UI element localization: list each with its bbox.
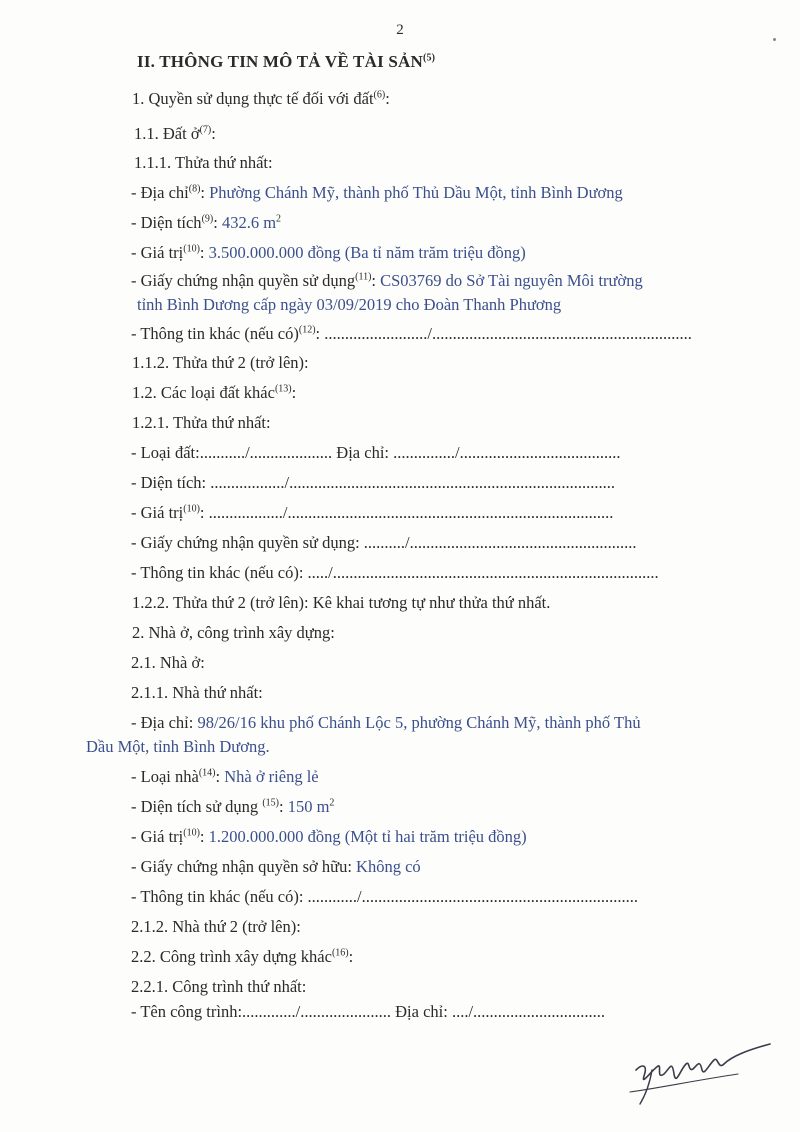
text-line bbox=[132, 593, 550, 613]
footnote-ref: (14) bbox=[198, 767, 216, 779]
footnote-ref: (8) bbox=[188, 183, 201, 195]
text-segment: - Thông tin khác (nếu có): ............/................................................................... bbox=[131, 887, 639, 906]
footnote-ref: (10) bbox=[183, 243, 200, 255]
text-segment: - Diện tích: ................../............................................................................... bbox=[131, 473, 615, 492]
signature-image bbox=[628, 1030, 778, 1110]
text-segment: tỉnh Bình Dương cấp ngày 03/09/2019 cho Đoàn Thanh Phương bbox=[137, 295, 562, 314]
text-segment: : bbox=[199, 827, 209, 846]
text-segment: - Giấy chứng nhận quyền sử dụng: ........../....................................................... bbox=[131, 533, 637, 552]
text-segment: : bbox=[291, 383, 297, 402]
text-line bbox=[132, 623, 335, 643]
text-segment: : bbox=[371, 271, 381, 290]
text-line bbox=[131, 243, 526, 263]
text-line bbox=[134, 124, 216, 144]
footnote-ref: (12) bbox=[298, 324, 316, 336]
text-line bbox=[132, 413, 271, 433]
page-number: 2 bbox=[396, 22, 404, 38]
footnote-ref: (6) bbox=[373, 89, 386, 101]
footnote-ref: (10) bbox=[183, 827, 200, 839]
text-segment: 1.200.000.000 đồng (Một tỉ hai trăm triệu đồng) bbox=[208, 827, 527, 846]
text-line bbox=[131, 533, 637, 553]
text-line bbox=[131, 653, 205, 673]
text-line bbox=[86, 737, 270, 757]
text-segment: : bbox=[385, 89, 390, 108]
text-segment: 2.1. Nhà ở: bbox=[131, 653, 205, 672]
text-line bbox=[131, 683, 263, 703]
text-line bbox=[131, 857, 421, 877]
text-line bbox=[134, 153, 273, 173]
text-segment: : bbox=[348, 947, 354, 966]
text-line bbox=[132, 353, 309, 373]
text-line bbox=[131, 271, 643, 291]
section-heading-note: (5) bbox=[422, 52, 436, 64]
footnote-ref: (15) bbox=[262, 797, 279, 809]
text-segment: Phường Chánh Mỹ, thành phố Thủ Dầu Một, tỉnh Bình Dương bbox=[209, 183, 623, 202]
text-line bbox=[132, 383, 296, 403]
text-segment: Nhà ở riêng lẻ bbox=[224, 767, 319, 786]
footnote-ref: (11) bbox=[355, 271, 372, 283]
text-segment: - Tên công trình:............./...................... Địa chỉ: ..../................................ bbox=[131, 1002, 606, 1021]
text-segment: 2.1.2. Nhà thứ 2 (trở lên): bbox=[131, 917, 301, 936]
text-segment: Không có bbox=[356, 857, 421, 876]
text-line bbox=[131, 827, 527, 847]
text-line bbox=[131, 887, 638, 907]
text-segment: : bbox=[215, 767, 225, 786]
text-segment: - Giá trị bbox=[131, 503, 184, 522]
text-segment: 1.1.2. Thửa thứ 2 (trở lên): bbox=[132, 353, 309, 372]
text-line bbox=[131, 563, 659, 583]
text-segment: - Thông tin khác (nếu có) bbox=[131, 324, 299, 343]
footnote-ref: (16) bbox=[331, 947, 349, 959]
text-segment: 1.1. Đất ở bbox=[134, 124, 200, 143]
text-segment: - Giấy chứng nhận quyền sử dụng bbox=[131, 271, 356, 290]
text-line bbox=[131, 443, 620, 463]
text-line bbox=[131, 324, 692, 344]
text-segment: 1.2.2. Thửa thứ 2 (trở lên): Kê khai tương tự như thửa thứ nhất. bbox=[132, 593, 551, 612]
text-segment: - Diện tích bbox=[131, 213, 202, 232]
text-segment: - Thông tin khác (nếu có): ...../............................................................................... bbox=[131, 563, 659, 582]
text-segment: - Giấy chứng nhận quyền sở hữu: bbox=[131, 857, 357, 876]
text-line bbox=[131, 977, 306, 997]
text-segment: - Giá trị bbox=[131, 827, 184, 846]
text-segment: 2.2.1. Công trình thứ nhất: bbox=[131, 977, 307, 996]
text-segment: 1.2.1. Thửa thứ nhất: bbox=[132, 413, 271, 432]
text-segment: CS03769 do Sở Tài nguyên Môi trường bbox=[380, 271, 643, 290]
text-line bbox=[131, 797, 334, 817]
text-segment: 2.1.1. Nhà thứ nhất: bbox=[131, 683, 263, 702]
text-line bbox=[131, 183, 623, 203]
text-segment: 1. Quyền sử dụng thực tế đối với đất bbox=[132, 89, 374, 108]
text-line bbox=[132, 89, 390, 109]
text-line bbox=[131, 917, 301, 937]
text-segment: : bbox=[213, 213, 222, 232]
text-segment: 2. Nhà ở, công trình xây dựng: bbox=[132, 623, 335, 642]
section-heading-text: II. THÔNG TIN MÔ TẢ VỀ TÀI SẢN bbox=[137, 52, 423, 71]
text-line bbox=[131, 1002, 605, 1022]
text-segment: 3.500.000.000 đồng (Ba tỉ năm trăm triệu đồng) bbox=[208, 243, 526, 262]
text-segment: : ................../............................................................................... bbox=[199, 503, 614, 522]
text-segment: 1.2. Các loại đất khác bbox=[132, 383, 275, 402]
text-segment: 1.1.1. Thửa thứ nhất: bbox=[134, 153, 273, 172]
text-segment: - Loại nhà bbox=[131, 767, 199, 786]
section-heading bbox=[137, 52, 435, 72]
text-segment: 2.2. Công trình xây dựng khác bbox=[131, 947, 332, 966]
text-line bbox=[131, 713, 641, 733]
text-segment: : bbox=[211, 124, 216, 143]
text-segment: Dầu Một, tỉnh Bình Dương. bbox=[86, 737, 270, 756]
text-line bbox=[131, 213, 281, 233]
ink-mark bbox=[773, 38, 776, 41]
text-segment: - Địa chỉ: bbox=[131, 713, 198, 732]
text-line bbox=[131, 947, 353, 967]
footnote-ref: (10) bbox=[183, 503, 200, 515]
text-segment: - Loại đất:.........../.................... Địa chỉ: .............../....................................... bbox=[131, 443, 621, 462]
footnote-ref: (13) bbox=[274, 383, 292, 395]
text-segment: 98/26/16 khu phố Chánh Lộc 5, phường Chánh Mỹ, thành phố Thủ bbox=[197, 713, 641, 732]
text-line bbox=[131, 767, 319, 787]
text-segment: - Diện tích sử dụng bbox=[131, 797, 263, 816]
text-segment: : bbox=[278, 797, 288, 816]
footnote-ref: (9) bbox=[201, 213, 214, 225]
text-segment: : bbox=[200, 183, 210, 202]
footnote-ref: 2 bbox=[276, 213, 282, 225]
text-segment: : bbox=[199, 243, 209, 262]
text-segment: - Địa chỉ bbox=[131, 183, 189, 202]
text-segment: : ........................./............................................................... bbox=[315, 324, 692, 343]
footnote-ref: (7) bbox=[199, 124, 212, 136]
text-line bbox=[137, 295, 561, 315]
footnote-ref: 2 bbox=[329, 797, 335, 809]
text-segment: 150 m bbox=[287, 797, 330, 816]
text-line bbox=[131, 473, 615, 493]
text-line bbox=[131, 503, 613, 523]
text-segment: - Giá trị bbox=[131, 243, 184, 262]
text-segment: 432.6 m bbox=[221, 213, 277, 232]
